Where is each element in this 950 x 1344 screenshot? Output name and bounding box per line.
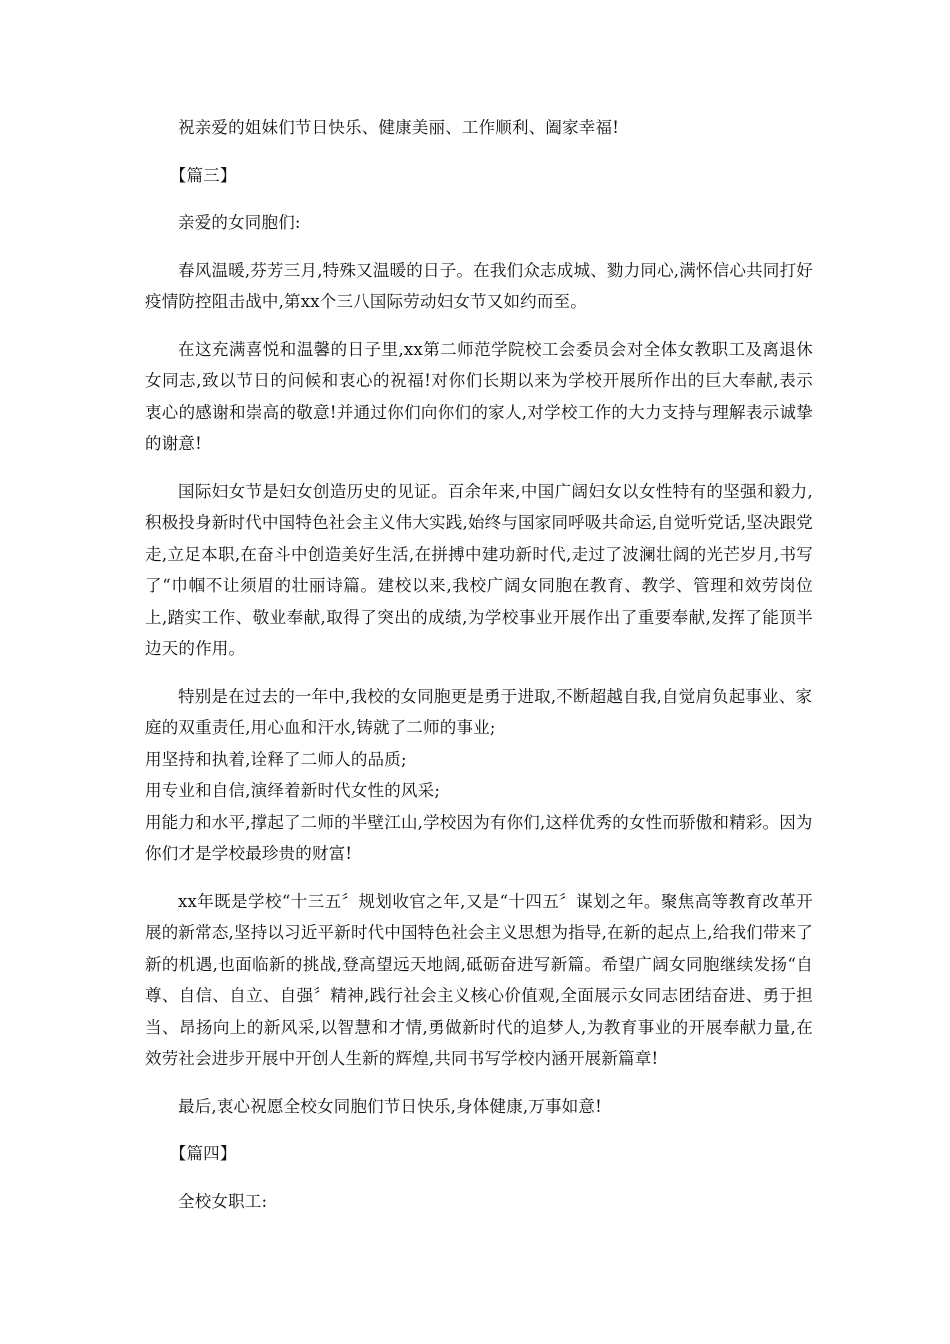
section-three-salutation: 亲爱的女同胞们: (178, 213, 301, 232)
section-four-salutation: 全校女职工: (178, 1191, 268, 1211)
paragraph-4-line-3: 用专业和自信,演绎着新时代女性的风采; (145, 781, 441, 800)
section-three-paragraph-1: 春风温暖,芬芳三月,特殊又温暖的日子。在我们众志成城、勠力同心,满怀信心共同打好疫情防控阻击战中,第xx个三八国际劳动妇女节又如约而至。 (145, 260, 813, 311)
section-three-paragraph-2: 在这充满喜悦和温馨的日子里,xx第二师范学院校工会委员会对全体女教职工及离退休女同志,致以节日的问候和衷心的祝福!对你们长期以来为学校开展所作出的巨大奉献,表示衷心的感谢和崇高的敬意!并通过你们向你们的家人,对学校工作的大力支持与理解表示诚挚的谢意! (145, 339, 813, 453)
section-three-closing: 最后,衷心祝愿全校女同胞们节日快乐,身体健康,万事如意! (178, 1096, 602, 1116)
paragraph-4-line-4: 用能力和水平,撑起了二师的半壁江山,学校因为有你们,这样优秀的女性而骄傲和精彩。因为你们才是学校最珍贵的财富! (145, 812, 813, 863)
document-page (145, 112, 813, 1233)
section-three-paragraph-3: 国际妇女节是妇女创造历史的见证。百余年来,中国广阔妇女以女性特有的坚强和毅力,积极投身新时代中国特色社会主义伟大实践,始终与国家同呼吸共命运,自觉听党话,坚决跟党走,立足本职,在奋斗中创造美好生活,在拼搏中建功新时代,走过了波澜壮阔的光芒岁月,书写了“巾帼不让须眉的壮丽诗篇。建校以来,我校广阔女同胞在教育、教学、管理和效劳岗位上,踏实工作、敬业奉献,取得了突出的成绩,为学校事业开展作出了重要奉献,发挥了能顶半边天的作用。 (145, 481, 813, 658)
section-three-paragraph-5: xx年既是学校“十三五〞规划收官之年,又是“十四五〞谋划之年。聚焦高等教育改革开展的新常态,坚持以习近平新时代中国特色社会主义思想为指导,在新的起点上,给我们带来了新的机遇,也面临新的挑战,登高望远天地阔,砥砺奋进写新篇。希望广阔女同胞继续发扬“自尊、自信、自立、自强〞精神,践行社会主义核心价值观,全面展示女同志团结奋进、勇于担当、昂扬向上的新风采,以智慧和才情,勇做新时代的追梦人,为教育事业的开展奉献力量,在效劳社会进步开展中开创人生新的辉煌,共同书写学校内涵开展新篇章! (145, 891, 813, 1068)
paragraph-4-line-2: 用坚持和执着,诠释了二师人的品质; (145, 749, 407, 769)
section-three-paragraph-4 (145, 681, 813, 870)
section-four-heading: 【篇四】 (169, 1144, 237, 1163)
section-three-heading: 【篇三】 (169, 165, 237, 185)
paragraph-4-line-1: 特别是在过去的一年中,我校的女同胞更是勇于进取,不断超越自我,自觉肩负起事业、家庭的双重责任,用心血和汗水,铸就了二师的事业; (145, 686, 813, 737)
blessing-paragraph: 祝亲爱的姐妹们节日快乐、健康美丽、工作顺利、阖家幸福! (178, 118, 620, 137)
